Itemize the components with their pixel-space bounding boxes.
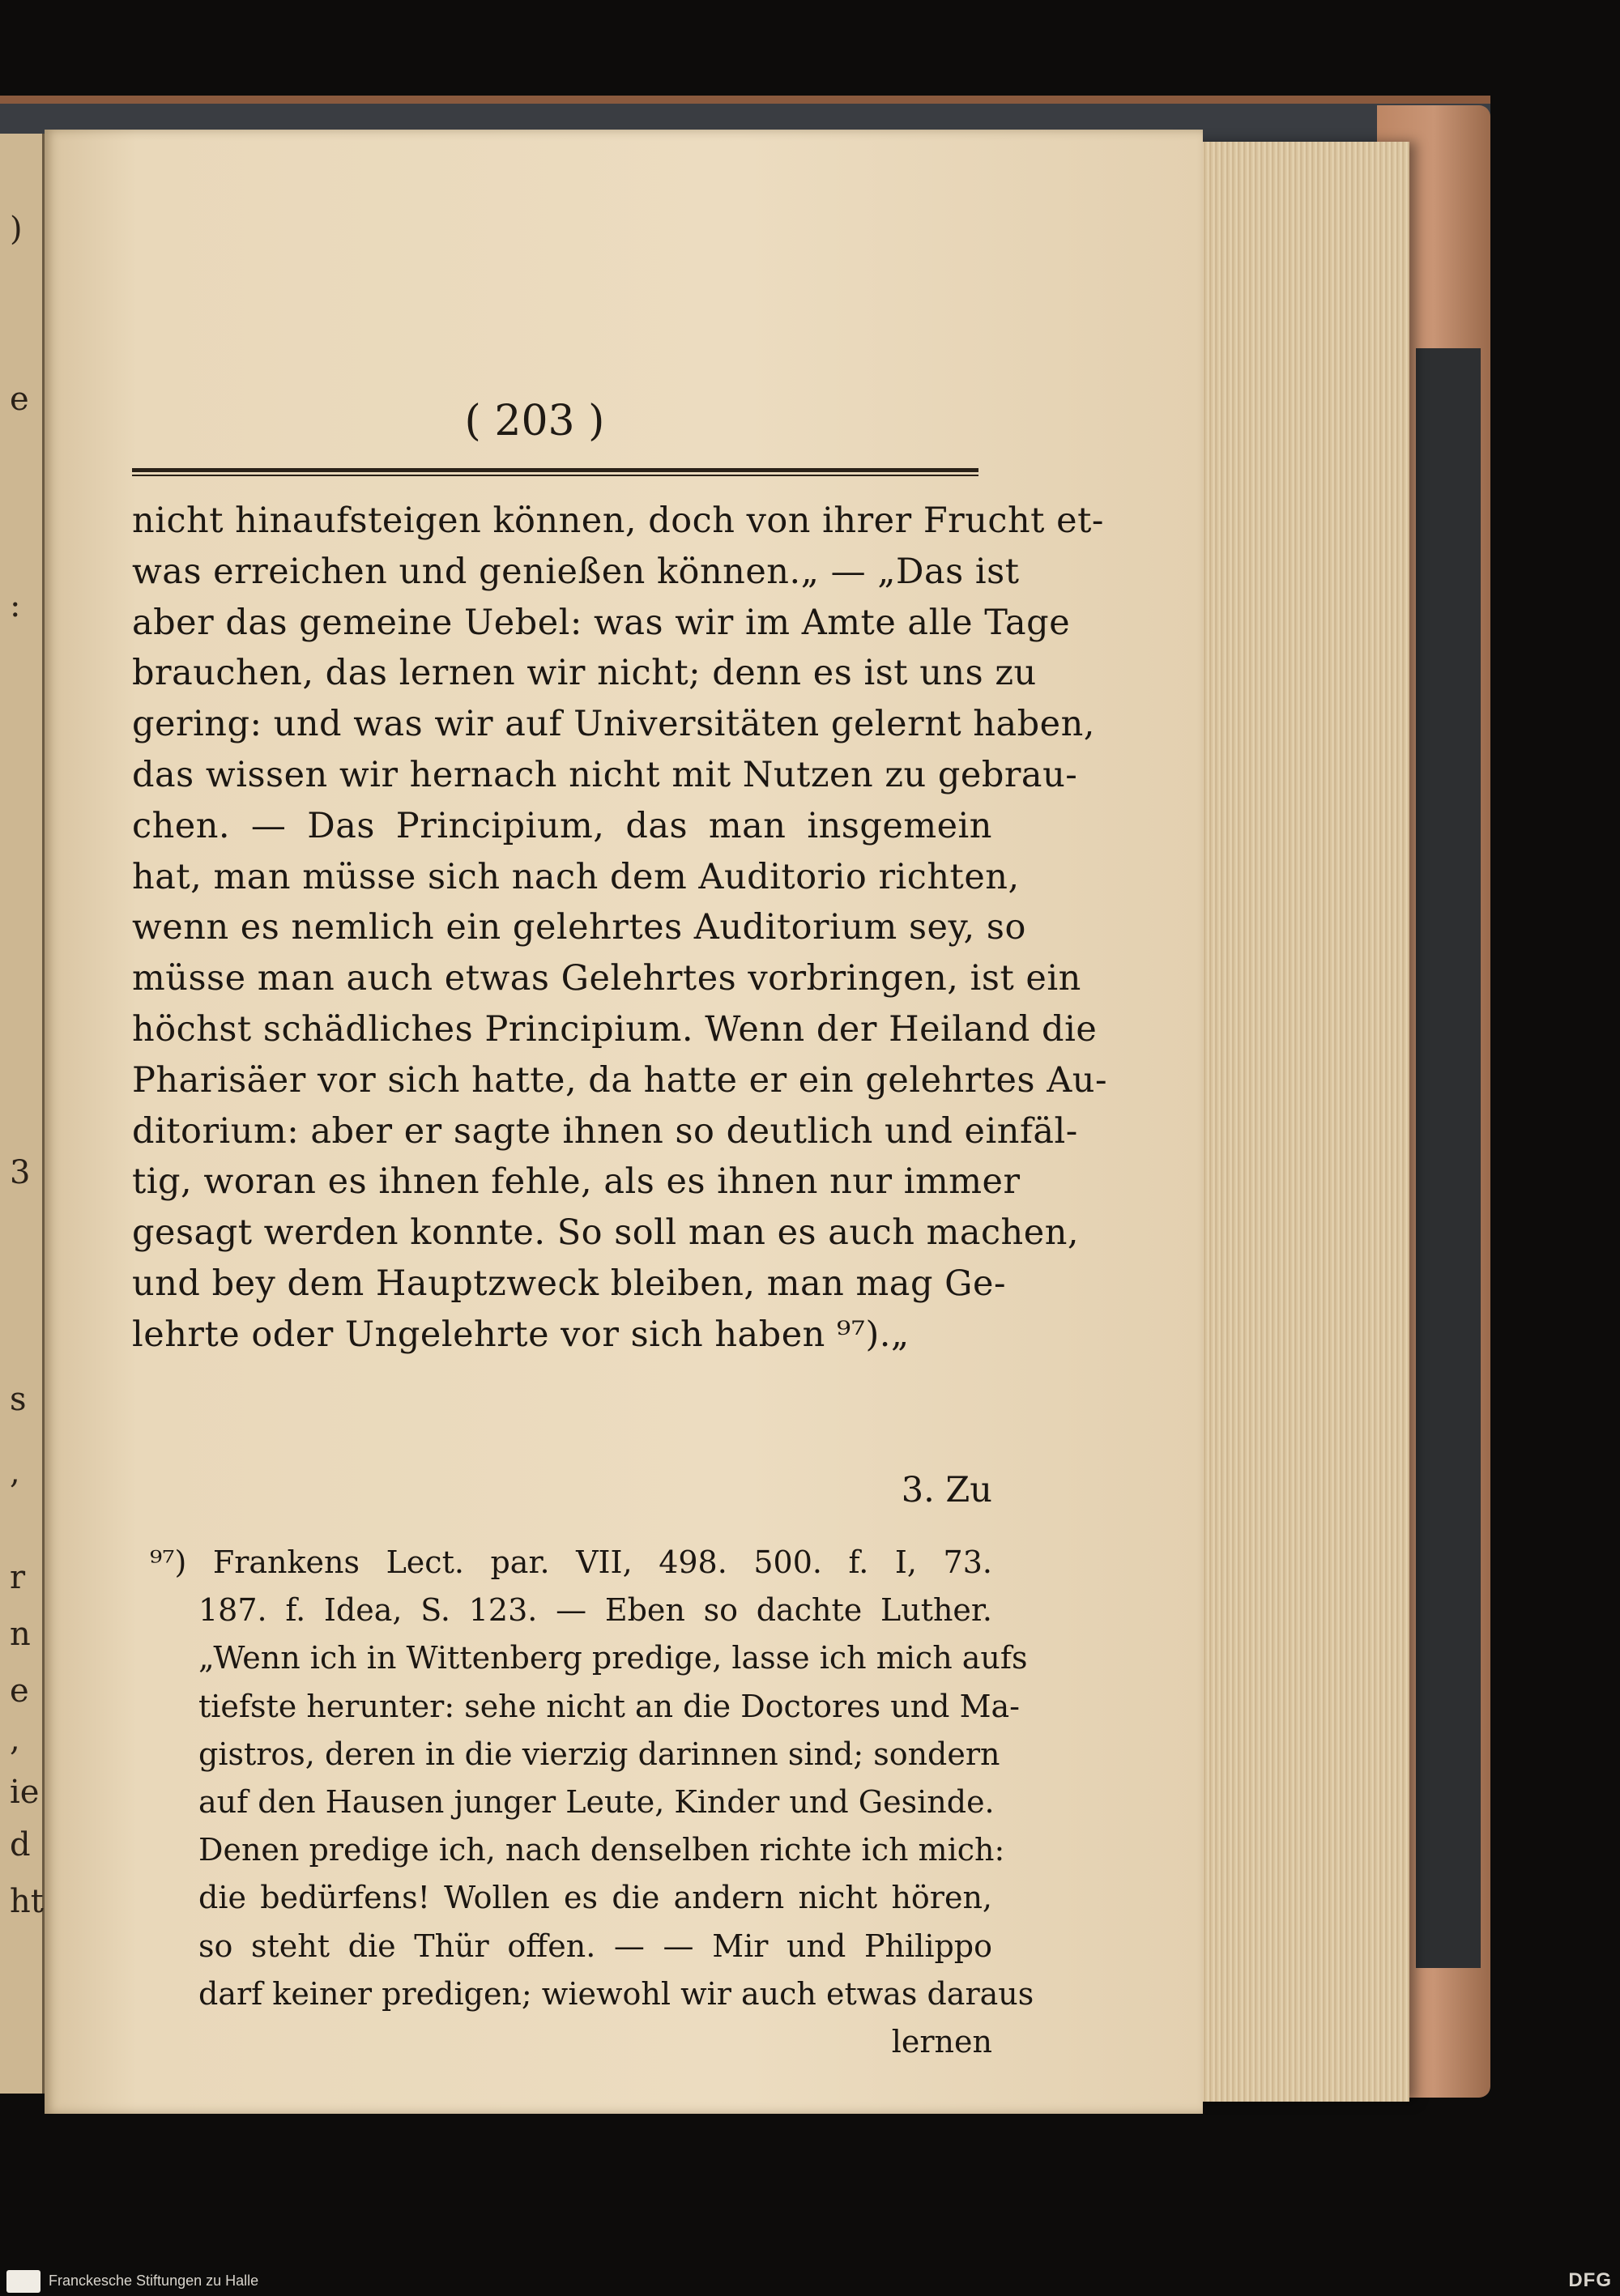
- institution-name: Franckesche Stiftungen zu Halle: [49, 2273, 259, 2289]
- footnote-line: gistros, deren in die vierzig darinnen sind; sondern: [198, 1736, 1000, 1772]
- text-line: nicht hinaufsteigen können, doch von ihrer Frucht et-: [132, 501, 1104, 541]
- footnote-line: 187. f. Idea, S. 123. — Eben so dachte Luther.: [198, 1592, 992, 1629]
- catchword: 3. Zu: [901, 1470, 992, 1510]
- footnote-line: darf keiner predigen; wiewohl wir auch etwas daraus: [198, 1975, 1034, 2012]
- prev-page-fragment: s: [10, 1381, 27, 1418]
- prev-page-fragment: ie: [10, 1774, 40, 1811]
- prev-page-fragment: :: [10, 587, 21, 624]
- prev-page-fragment: n: [10, 1616, 31, 1653]
- text-line: Pharisäer vor sich hatte, da hatte er ein gelehrtes Au-: [132, 1059, 1108, 1101]
- institution-logo-icon: [6, 2270, 40, 2293]
- prev-page-fragment: ht: [10, 1883, 44, 1920]
- text-line: gesagt werden konnte. So soll man es auch machen,: [132, 1212, 1080, 1254]
- footnote-line: „Wenn ich in Wittenberg predige, lasse ich mich aufs: [198, 1640, 1028, 1676]
- text-line: müsse man auch etwas Gelehrtes vorbringen, ist ein: [132, 958, 1081, 999]
- text-line: was erreichen und genießen können.„ — „Das ist: [132, 551, 1020, 592]
- text-line: hat, man müsse sich nach dem Auditorio richten,: [132, 856, 1020, 897]
- prev-page-fragment: d: [10, 1826, 31, 1864]
- text-line: tig, woran es ihnen fehle, als es ihnen nur immer: [132, 1161, 1021, 1203]
- prev-page-fragment: e: [10, 381, 29, 418]
- footnote-line: die bedürfens! Wollen es die andern nicht hören,: [198, 1880, 992, 1916]
- text-line: chen. — Das Principium, das man insgemein: [132, 805, 992, 846]
- previous-page-edge: [0, 134, 45, 2094]
- page-number: ( 203 ): [464, 397, 605, 445]
- footnote-block: [150, 1539, 1034, 2066]
- text-line: wenn es nemlich ein gelehrtes Auditorium sey, so: [132, 907, 1026, 948]
- prev-page-fragment: 3: [10, 1154, 31, 1191]
- prev-page-fragment: e: [10, 1672, 29, 1710]
- footnote-line: ⁹⁷) Frankens Lect. par. VII, 498. 500. f. I, 73.: [150, 1544, 992, 1580]
- page-block-edges: [1166, 142, 1409, 2102]
- prev-page-fragment: ,: [10, 1721, 20, 1758]
- text-line: das wissen wir hernach nicht mit Nutzen zu gebrau-: [132, 754, 1078, 795]
- text-line: lehrte oder Ungelehrte vor sich haben ⁹⁷).„: [132, 1314, 910, 1355]
- text-line: und bey dem Hauptzweck bleiben, man mag Ge-: [132, 1263, 1006, 1304]
- text-line: brauchen, das lernen wir nicht; denn es ist uns zu: [132, 653, 1037, 694]
- prev-page-fragment: ,: [10, 1454, 20, 1491]
- text-line: gering: und was wir auf Universitäten gelernt haben,: [132, 704, 1095, 745]
- footnote-line: so steht die Thür offen. — — Mir und Philippo: [198, 1928, 992, 1964]
- footnote-line: auf den Hausen junger Leute, Kinder und Gesinde.: [198, 1783, 995, 1820]
- footnote-catchword: lernen: [891, 2023, 992, 2060]
- prev-page-fragment: ): [10, 211, 23, 248]
- cover-cloth: [1416, 348, 1481, 1968]
- book-page: [45, 130, 1203, 2114]
- footnote-line: Denen predige ich, nach denselben richte ich mich:: [198, 1832, 1005, 1868]
- footnote-line: tiefste herunter: sehe nicht an die Doctores und Ma-: [198, 1688, 1020, 1724]
- text-line: ditorium: aber er sagte ihnen so deutlich und einfäl-: [132, 1110, 1078, 1152]
- text-line: aber das gemeine Uebel: was wir im Amte alle Tage: [132, 602, 1071, 643]
- text-line: höchst schädliches Principium. Wenn der Heiland die: [132, 1008, 1098, 1050]
- prev-page-fragment: r: [10, 1559, 26, 1596]
- body-text: [132, 496, 1108, 1361]
- header-rule: [132, 468, 978, 476]
- funder-logo: DFG: [1568, 2269, 1612, 2291]
